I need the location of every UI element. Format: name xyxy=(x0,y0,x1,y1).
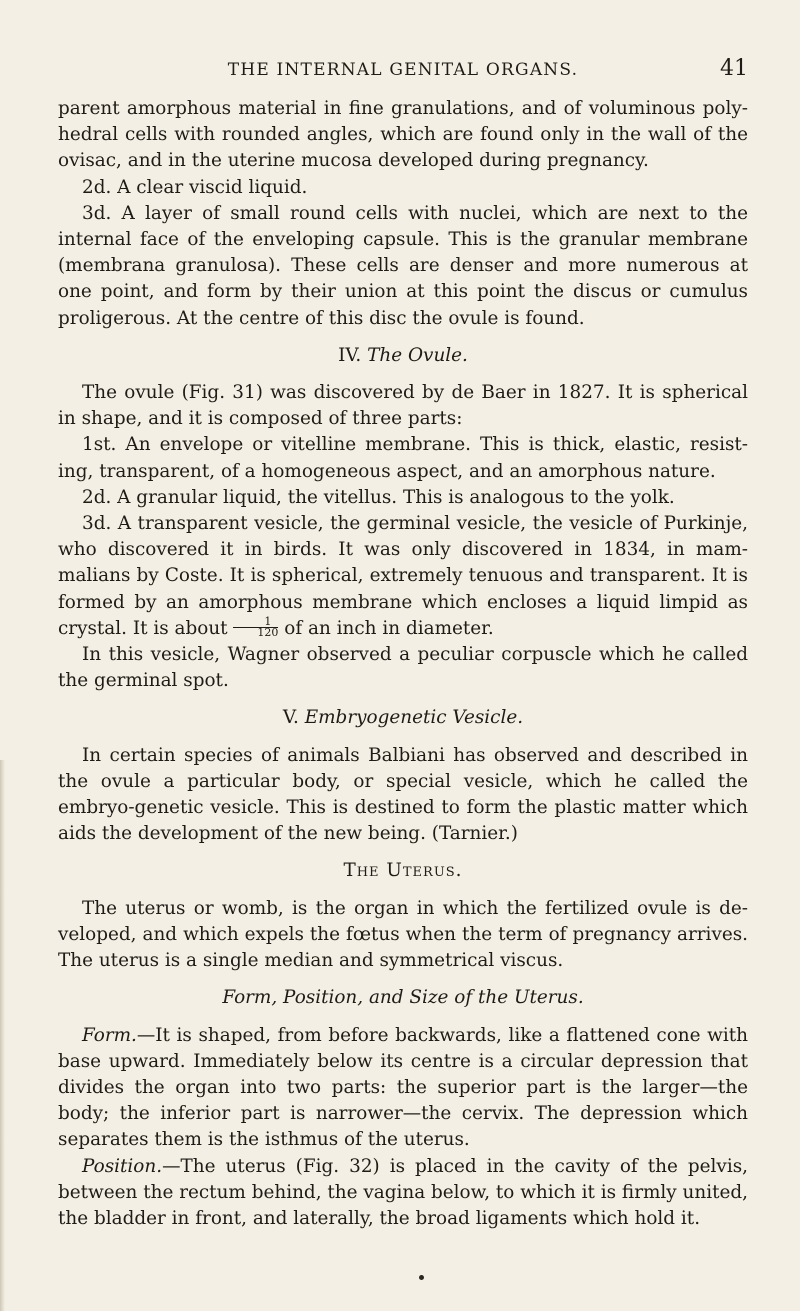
subsection-title: Form, Position, and Size of the Uterus. xyxy=(222,987,584,1009)
paragraph-vitellus: 2d. A granular liquid, the vitellus. This is analogous to the yolk. xyxy=(82,486,675,508)
paragraph-lead: Form. xyxy=(82,1024,137,1046)
page-number: 41 xyxy=(720,56,748,81)
fraction xyxy=(233,614,279,639)
running-head xyxy=(58,50,748,96)
page-gutter-shadow xyxy=(0,760,5,1311)
running-title: THE INTERNAL GENITAL ORGANS. xyxy=(227,60,579,80)
paragraph-position xyxy=(58,1154,748,1233)
fraction-denominator: 120 xyxy=(257,625,279,639)
paragraph-vitelline-membrane: 1st. An envelope or vitelline membrane. This is thick, elastic, resist-ing, transparent, of a homogeneous aspect, and an amorphous nature. xyxy=(58,434,748,482)
paragraph-uterus-intro: The uterus or womb, is the organ in which the fertilized ovule is de-veloped, and which expels the fœtus when the term of pregnancy arrives. The uterus is a single median and symmetrical viscus. xyxy=(58,897,748,972)
paragraph-viscid-liquid: 2d. A clear viscid liquid. xyxy=(82,176,308,198)
section-heading-ovule xyxy=(58,343,748,369)
paragraph-germinal-spot: In this vesicle, Wagner observed a peculiar corpuscle which he called the germinal spot. xyxy=(58,644,748,692)
paragraph-body: —The uterus (Fig. 32) is placed in the cavity of the pelvis, between the rectum behind, the vagina below, to which it is firmly united, the bladder in front, and laterally, the broad ligaments which hold it. xyxy=(58,1155,749,1229)
section-title: The Ovule. xyxy=(367,344,468,366)
section-number: V. xyxy=(282,707,299,729)
paragraph-form xyxy=(58,1023,748,1154)
germinal-vesicle-text: 3d. A transparent vesicle, the germinal vesicle, the vesicle of Purkinje, who discovered it in birds. It was only discovered in 1834, in mam-malians by Coste. It is spherical, extremely tenuous and transparent. It is formed by an amorphous membrane which encloses a liquid limpid as crystal. It is about xyxy=(58,513,748,639)
paragraph-germinal-vesicle xyxy=(58,511,748,642)
book-page xyxy=(58,50,748,1232)
ink-mark xyxy=(419,1275,424,1280)
paragraph-continuation: parent amorphous material in fine granulations, and of voluminous poly-hedral cells with rounded angles, which are found only in the wall of the ovisac, and in the uterine mucosa developed during pregnancy. xyxy=(58,98,748,172)
paragraph-ovule-intro: The ovule (Fig. 31) was discovered by de Baer in 1827. It is spherical in shape, and it is composed of three parts: xyxy=(58,382,748,430)
paragraph-lead: Position. xyxy=(82,1155,163,1177)
paragraph-granular-membrane: 3d. A layer of small round cells with nuclei, which are next to the internal face of the enveloping capsule. This is the granular membrane (membrana granulosa). These cells are denser and more numerous at one point, and form by their union at this point the discus or cumulus proligerous. At the centre of this disc the ovule is found. xyxy=(58,202,748,329)
fraction-numerator: 1 xyxy=(233,617,278,628)
germinal-vesicle-text-end: of an inch in diameter. xyxy=(284,617,494,639)
subsection-heading-form-position-size xyxy=(58,985,748,1011)
section-heading-embryogenetic xyxy=(58,705,748,731)
paragraph-body: —It is shaped, from before backwards, like a flattened cone with base upward. Immediately below its centre is a circular depression that divides the organ into two parts: the superior part is the larger—the body; the inferior part is narrower—the cervix. The depression which separates them is the isthmus of the uterus. xyxy=(58,1024,748,1151)
paragraph-embryogenetic-vesicle: In certain species of animals Balbiani has observed and described in the ovule a particular body, or special vesicle, which he called the embryo-genetic vesicle. This is destined to form the plastic matter which aids the development of the new being. (Tarnier.) xyxy=(58,744,748,845)
section-heading-uterus: The Uterus. xyxy=(343,860,463,882)
section-number: IV. xyxy=(338,344,362,366)
section-title: Embryogenetic Vesicle. xyxy=(304,707,524,729)
